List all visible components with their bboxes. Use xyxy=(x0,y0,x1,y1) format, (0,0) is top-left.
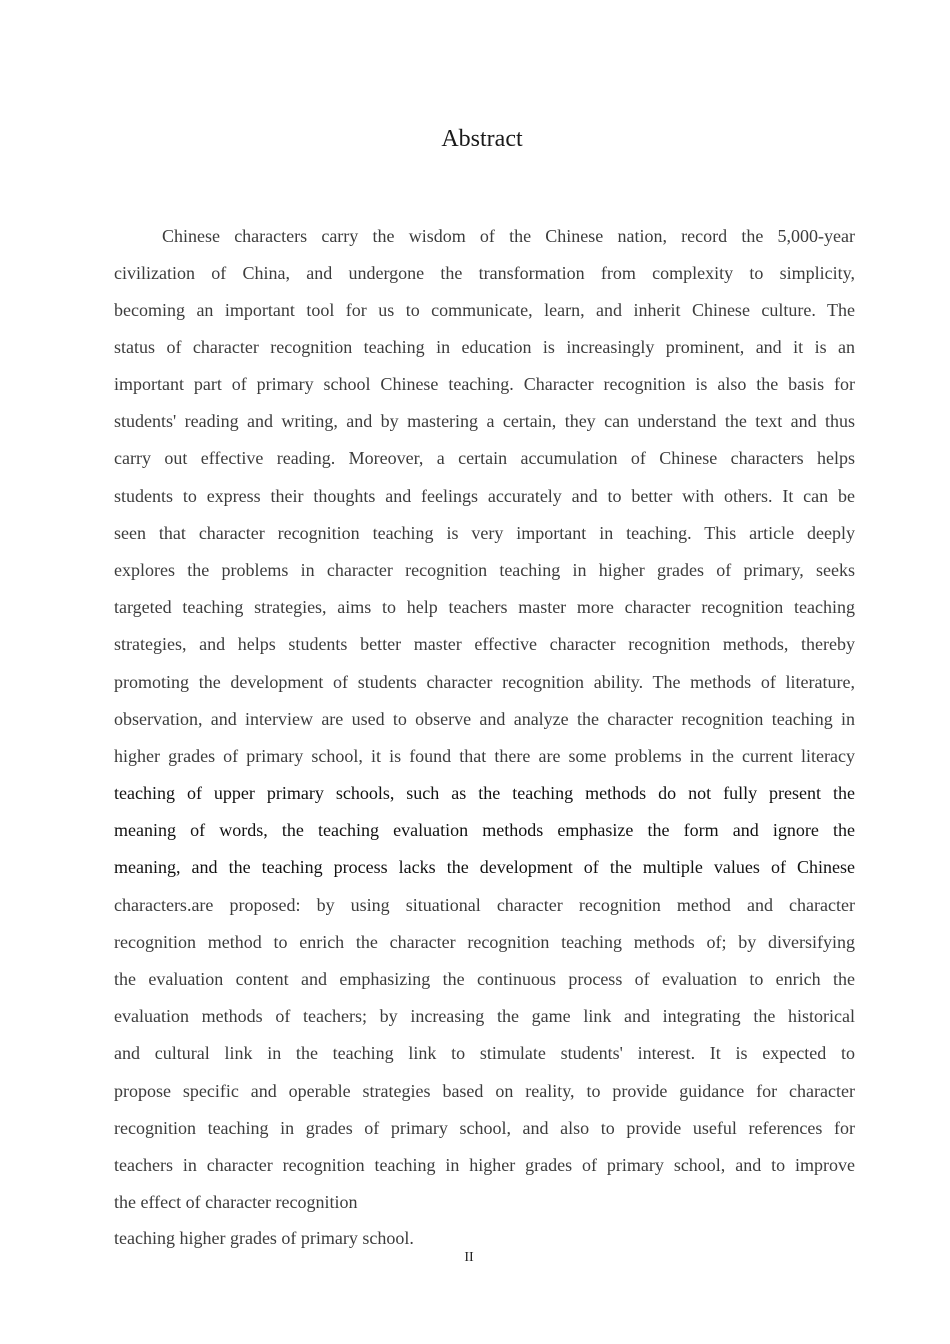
paragraph-line: promoting the development of students character recognition ability. The methods of literature, xyxy=(114,672,855,692)
paragraph-line: students to express their thoughts and feelings accurately and to better with others. It can be xyxy=(114,486,855,506)
paragraph-line: the evaluation content and emphasizing the continuous process of evaluation to enrich the xyxy=(114,969,855,989)
paragraph-line: higher grades of primary school, it is found that there are some problems in the current literacy xyxy=(114,746,855,766)
paragraph-line: becoming an important tool for us to communicate, learn, and inherit Chinese culture. The xyxy=(114,300,855,320)
paragraph-line: and cultural link in the teaching link to stimulate students' interest. It is expected to xyxy=(114,1043,855,1063)
paragraph-line: explores the problems in character recognition teaching in higher grades of primary, seeks xyxy=(114,560,855,580)
paragraph-line: civilization of China, and undergone the transformation from complexity to simplicity, xyxy=(114,263,855,283)
paragraph-line: recognition teaching in grades of primary school, and also to provide useful references for xyxy=(114,1118,855,1138)
abstract-title: Abstract xyxy=(441,126,523,152)
paragraph-line: carry out effective reading. Moreover, a certain accumulation of Chinese characters helps xyxy=(114,448,855,468)
paragraph-line: observation, and interview are used to observe and analyze the character recognition teaching in xyxy=(114,709,855,729)
paragraph-line: strategies, and helps students better master effective character recognition methods, thereby xyxy=(114,634,855,654)
paragraph-line: meaning, and the teaching process lacks the development of the multiple values of Chinese xyxy=(114,857,855,877)
paragraph-line: Chinese characters carry the wisdom of the Chinese nation, record the 5,000-year xyxy=(162,226,855,246)
paragraph-line: teaching higher grades of primary school. xyxy=(114,1228,414,1248)
paragraph-line: targeted teaching strategies, aims to help teachers master more character recognition teaching xyxy=(114,597,855,617)
paragraph-line: status of character recognition teaching in education is increasingly prominent, and it is an xyxy=(114,337,855,357)
paragraph-line: important part of primary school Chinese teaching. Character recognition is also the basis for xyxy=(114,374,855,394)
paragraph-line: characters.are proposed: by using situational character recognition method and character xyxy=(114,895,855,915)
paragraph-line: students' reading and writing, and by mastering a certain, they can understand the text and thus xyxy=(114,411,855,431)
paragraph-line: recognition method to enrich the character recognition teaching methods of; by diversifying xyxy=(114,932,855,952)
paragraph-line: meaning of words, the teaching evaluation methods emphasize the form and ignore the xyxy=(114,820,855,840)
paragraph-line: teaching of upper primary schools, such as the teaching methods do not fully present the xyxy=(114,783,855,803)
paragraph-line: teachers in character recognition teaching in higher grades of primary school, and to improve xyxy=(114,1155,855,1175)
page-number: II xyxy=(464,1250,474,1265)
paragraph-line: propose specific and operable strategies based on reality, to provide guidance for character xyxy=(114,1081,855,1101)
paragraph-line: seen that character recognition teaching is very important in teaching. This article deeply xyxy=(114,523,855,543)
paragraph-line: evaluation methods of teachers; by increasing the game link and integrating the historical xyxy=(114,1006,855,1026)
paragraph-line: the effect of character recognition xyxy=(114,1192,358,1212)
